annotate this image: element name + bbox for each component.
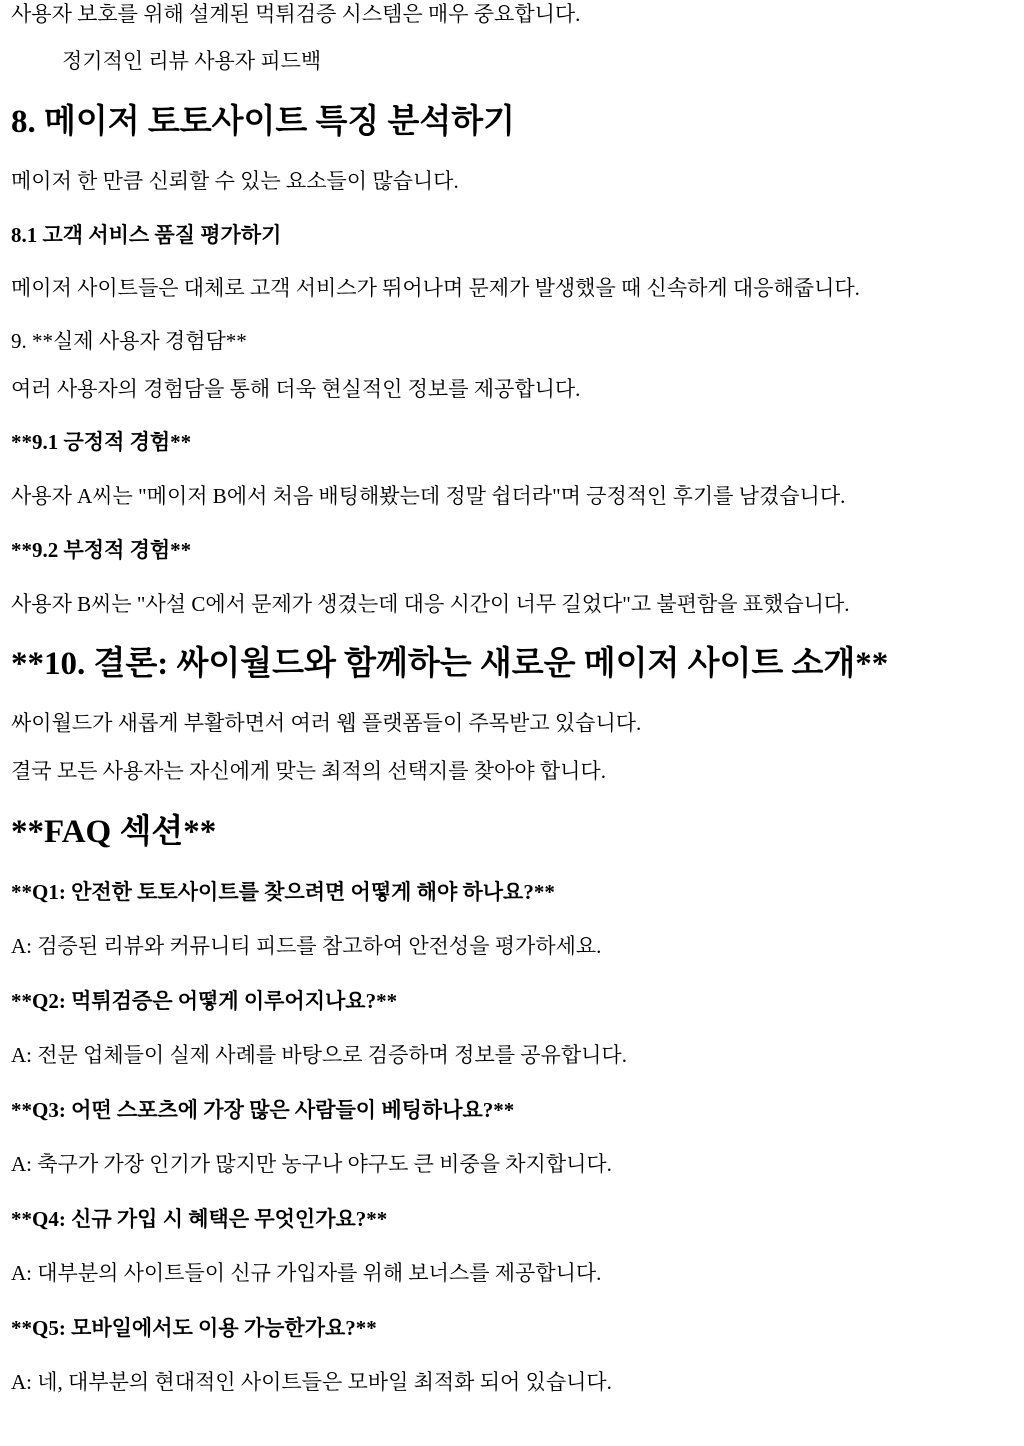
faq-answer: A: 대부분의 사이트들이 신규 가입자를 위해 보너스를 제공합니다.: [11, 1261, 602, 1285]
faq-answer: A: 축구가 가장 인기가 많지만 농구나 야구도 큰 비중을 차지합니다.: [11, 1152, 612, 1176]
faq-answer: A: 네, 대부분의 현대적인 사이트들은 모바일 최적화 되어 있습니다.: [11, 1370, 612, 1394]
section-9-heading: 9. **실제 사용자 경험담**: [11, 329, 247, 353]
faq-answer: A: 검증된 리뷰와 커뮤니티 피드를 참고하여 안전성을 평가하세요.: [11, 934, 602, 958]
indented-paragraph: 정기적인 리뷰 사용자 피드백: [62, 49, 322, 73]
section-8-paragraph: 메이저 한 만큼 신뢰할 수 있는 요소들이 많습니다.: [11, 169, 459, 193]
faq-question: **Q4: 신규 가입 시 혜택은 무엇인가요?**: [11, 1207, 388, 1231]
section-8-1-heading: 8.1 고객 서비스 품질 평가하기: [11, 223, 282, 247]
section-10-paragraph-2: 결국 모든 사용자는 자신에게 맞는 최적의 선택지를 찾아야 합니다.: [11, 759, 606, 783]
section-9-2-heading: **9.2 부정적 경험**: [11, 538, 192, 562]
section-10-paragraph-1: 싸이월드가 새롭게 부활하면서 여러 웹 플랫폼들이 주목받고 있습니다.: [11, 711, 642, 735]
intro-paragraph: 사용자 보호를 위해 설계된 먹튀검증 시스템은 매우 중요합니다.: [11, 2, 581, 26]
section-8-1-paragraph: 메이저 사이트들은 대체로 고객 서비스가 뛰어나며 문제가 발생했을 때 신속하게 대응해줍니다.: [11, 276, 860, 300]
section-9-paragraph: 여러 사용자의 경험담을 통해 더욱 현실적인 정보를 제공합니다.: [11, 377, 581, 401]
faq-question: **Q2: 먹튀검증은 어떻게 이루어지나요?**: [11, 989, 398, 1013]
faq-question: **Q3: 어떤 스포츠에 가장 많은 사람들이 베팅하나요?**: [11, 1098, 515, 1122]
section-10-heading: **10. 결론: 싸이월드와 함께하는 새로운 메이저 사이트 소개**: [11, 646, 889, 682]
faq-answer: A: 전문 업체들이 실제 사례를 바탕으로 검증하며 정보를 공유합니다.: [11, 1043, 627, 1067]
section-9-1-paragraph: 사용자 A씨는 "메이저 B에서 처음 배팅해봤는데 정말 쉽더라"며 긍정적인 후기를 남겼습니다.: [11, 484, 846, 508]
faq-heading: **FAQ 섹션**: [11, 814, 217, 850]
section-9-1-heading: **9.1 긍정적 경험**: [11, 430, 192, 454]
faq-question: **Q1: 안전한 토토사이트를 찾으려면 어떻게 해야 하나요?**: [11, 880, 555, 904]
faq-question: **Q5: 모바일에서도 이용 가능한가요?**: [11, 1316, 377, 1340]
section-8-heading: 8. 메이저 토토사이트 특징 분석하기: [11, 104, 516, 140]
section-9-2-paragraph: 사용자 B씨는 "사설 C에서 문제가 생겼는데 대응 시간이 너무 길었다"고 불편함을 표했습니다.: [11, 592, 850, 616]
